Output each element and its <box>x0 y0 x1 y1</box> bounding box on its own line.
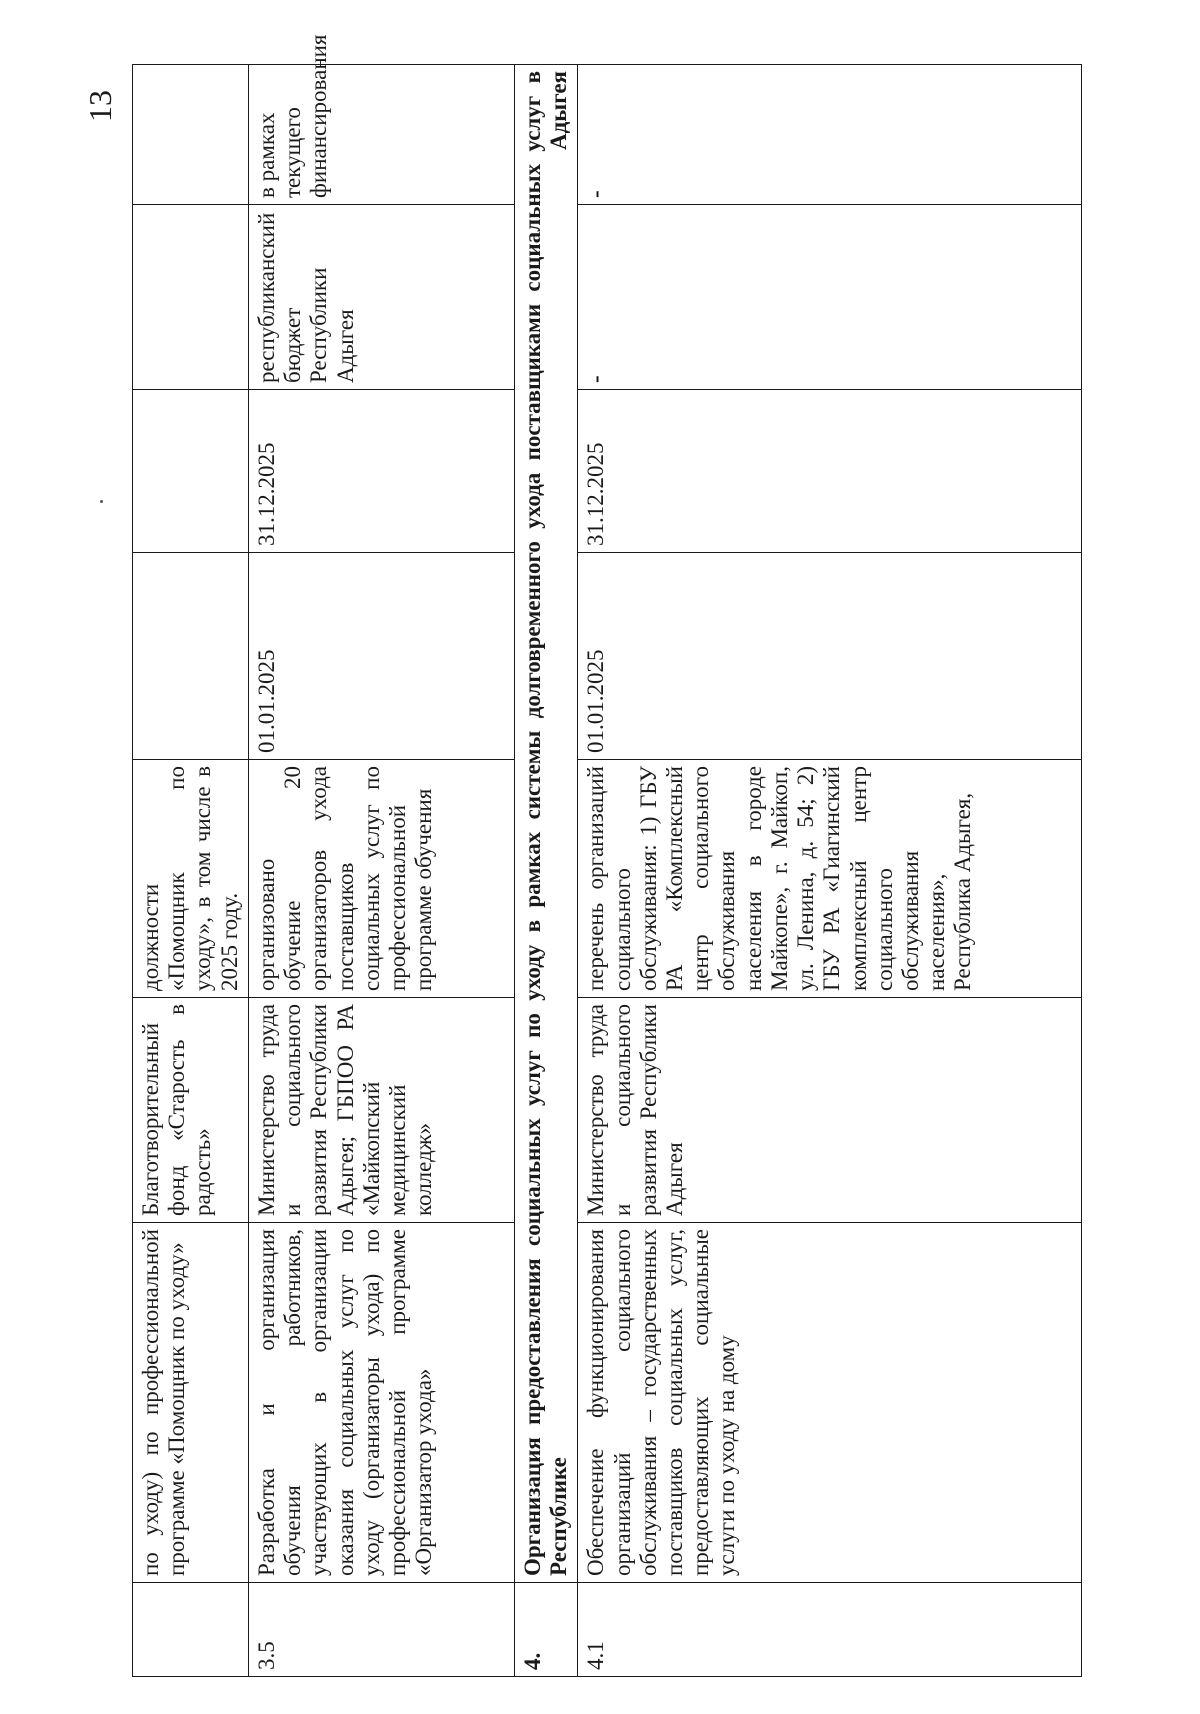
row-number: 3.5 <box>248 1583 514 1677</box>
funding-amount-cell: - <box>578 65 1082 205</box>
section-heading-row <box>514 65 577 1677</box>
task-cell: Обеспечение функционирования организаций социального обслуживания – государственных поставщиков социальных услуг, предоставляющих социальные услуги по уходу на дому <box>578 1223 1082 1583</box>
end-date-cell <box>133 390 249 553</box>
task-cell: Разработка и организация обучения работников, участвующих в организации оказания социальных услуг по уходу (организаторы ухода) по профессиональной программе «Организатор ухода» <box>248 1223 514 1583</box>
task-cell: по уходу) по профессиональной программе «Помощник по уходу» <box>133 1223 249 1583</box>
table-row <box>133 65 249 1677</box>
activity-table <box>132 34 1082 1677</box>
funding-amount-cell: в рамках текущего финансирования <box>248 65 514 205</box>
responsible-cell: Министерство труда и социального развития Республики Адыгея <box>578 998 1082 1223</box>
section-heading: Организация предоставления социальных услуг по уходу в рамках системы долговременного ухода поставщиками социальных услуг в Республике Адыгея <box>514 65 577 1583</box>
funding-source-cell: - <box>578 205 1082 390</box>
responsible-cell: Благотворительный фонд «Старость в радость» <box>133 998 249 1223</box>
section-number: 4. <box>514 1583 577 1677</box>
funding-source-cell: республиканский бюджет Республики Адыгея <box>248 205 514 390</box>
funding-source-cell <box>133 205 249 390</box>
row-number <box>133 1583 249 1677</box>
start-date-cell: 01.01.2025 <box>578 553 1082 760</box>
result-cell: перечень организаций социального обслуживания: 1) ГБУ РА «Комплексный центр социального обслуживания населения в городе Майкопе», г. Майкоп, ул. Ленина, д. 54; 2) ГБУ РА «Гиагинский комплексный центр социального обслуживания населения», Республика Адыгея, <box>578 760 1082 998</box>
end-date-cell: 31.12.2025 <box>578 390 1082 553</box>
funding-amount-cell <box>133 65 249 205</box>
table-row <box>578 65 1082 1677</box>
end-date-cell: 31.12.2025 <box>248 390 514 553</box>
start-date-cell <box>133 553 249 760</box>
row-number: 4.1 <box>578 1583 1082 1677</box>
start-date-cell: 01.01.2025 <box>248 553 514 760</box>
page-number: 13 <box>82 90 118 122</box>
result-cell: должности «Помощник по уходу», в том числе в 2025 году. <box>133 760 249 998</box>
rotated-table-stage <box>132 34 1070 1677</box>
result-cell: организовано обучение 20 организаторов ухода поставщиков социальных услуг по профессиональной программе обучения <box>248 760 514 998</box>
responsible-cell: Министерство труда и социального развития Республики Адыгея; ГБПОО РА «Майкопский медицинский колледж» <box>248 998 514 1223</box>
scan-speck <box>100 500 103 503</box>
table-row <box>248 65 514 1677</box>
